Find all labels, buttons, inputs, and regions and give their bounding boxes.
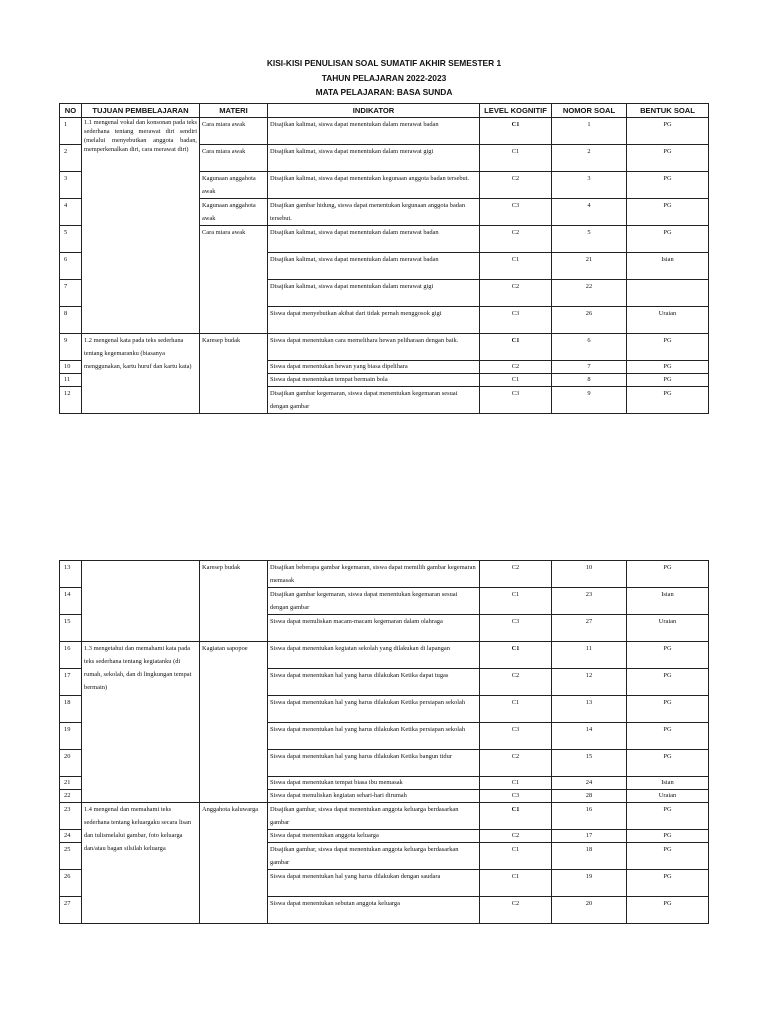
row-number: 1 (60, 118, 82, 145)
nomor-soal-cell: 12 (552, 669, 627, 696)
bentuk-soal-cell: Uraian (627, 615, 709, 642)
indikator-cell: Siswa dapat menentukan hal yang harus dilakukan Ketika persiapan sekolah (268, 723, 480, 750)
indikator-cell: Siswa dapat menentukan tempat biasa ibu memasak (268, 777, 480, 790)
level-kognitif-cell: C1 (480, 118, 552, 145)
row-number: 16 (60, 642, 82, 669)
nomor-soal-cell: 26 (552, 307, 627, 334)
level-kognitif-cell: C3 (480, 199, 552, 226)
bentuk-soal-cell: PG (627, 145, 709, 172)
bentuk-soal-cell: PG (627, 723, 709, 750)
table-header-row (60, 104, 709, 118)
row-number: 18 (60, 696, 82, 723)
level-kognitif-cell: C2 (480, 172, 552, 199)
bentuk-soal-cell: PG (627, 118, 709, 145)
indikator-cell: Siswa dapat menentukan sebutan anggota keluarga (268, 897, 480, 924)
bentuk-soal-cell: PG (627, 696, 709, 723)
level-kognitif-cell: C2 (480, 750, 552, 777)
row-number: 7 (60, 280, 82, 307)
indikator-cell: Disajikan kalimat, siswa dapat menentukan kegunaan anggota badan tersebut. (268, 172, 480, 199)
nomor-soal-cell: 19 (552, 870, 627, 897)
document-title: KISI-KISI PENULISAN SOAL SUMATIF AKHIR SEMESTER 1 (266, 58, 502, 68)
col-header-kognitif: LEVEL KOGNITIF (480, 104, 552, 118)
bentuk-soal-cell: Isian (627, 253, 709, 280)
tujuan-pembelajaran-cell: 1.4 mengenal dan memahami teks sederhana tentang keluargaku secara lisan dan tulismelalui gambar, foto keluarga dan/atau bagan silsilah keluarga (82, 803, 200, 924)
row-number: 17 (60, 669, 82, 696)
nomor-soal-cell: 23 (552, 588, 627, 615)
row-number: 2 (60, 145, 82, 172)
nomor-soal-cell: 4 (552, 199, 627, 226)
level-kognitif-cell: C2 (480, 897, 552, 924)
level-kognitif-cell: C3 (480, 387, 552, 414)
col-header-nomor: NOMOR SOAL (552, 104, 627, 118)
indikator-cell: Siswa dapat menentukan hal yang harus dilakukan Ketika bangun tidur (268, 750, 480, 777)
tujuan-pembelajaran-cell: 1.2 mengenal kata pada teks sederhana tentang kegemaranku (biasanya menggunakan, kartu huruf dan kartu kata) (82, 334, 200, 414)
nomor-soal-cell: 28 (552, 790, 627, 803)
indikator-cell: Siswa dapat menentukan anggota keluarga (268, 830, 480, 843)
row-number: 10 (60, 361, 82, 374)
kisi-kisi-table-page-2 (59, 560, 709, 924)
nomor-soal-cell: 5 (552, 226, 627, 253)
nomor-soal-cell: 11 (552, 642, 627, 669)
level-kognitif-cell: C1 (480, 588, 552, 615)
level-kognitif-cell: C1 (480, 777, 552, 790)
row-number: 23 (60, 803, 82, 830)
row-number: 20 (60, 750, 82, 777)
materi-cell: Karesep budak (200, 334, 268, 414)
table-row (60, 642, 709, 669)
indikator-cell: Siswa dapat menuliskan macam-macam kegemaran dalam olahraga (268, 615, 480, 642)
indikator-cell: Disajikan kalimat, siswa dapat menentukan dalam merawat gigi (268, 145, 480, 172)
indikator-cell: Siswa dapat menentukan kegiatan sekolah yang dilakukan di lapangan (268, 642, 480, 669)
bentuk-soal-cell: PG (627, 374, 709, 387)
indikator-cell: Disajikan kalimat, siswa dapat menentukan dalam merawat gigi (268, 280, 480, 307)
row-number: 6 (60, 253, 82, 280)
indikator-cell: Disajikan kalimat, siswa dapat menentukan dalam merawat badan (268, 118, 480, 145)
col-header-bentuk: BENTUK SOAL (627, 104, 709, 118)
nomor-soal-cell: 22 (552, 280, 627, 307)
col-header-no: NO (60, 104, 82, 118)
nomor-soal-cell: 27 (552, 615, 627, 642)
level-kognitif-cell: C1 (480, 803, 552, 830)
tujuan-pembelajaran-cell: 1.1 mengenal vokal dan konsonan pada teks sederhana tentang merawat diri sendiri (melalui menyebutkan anggota badan, memperkenalkan diri, cara merawat diri) (82, 118, 200, 334)
nomor-soal-cell: 15 (552, 750, 627, 777)
row-number: 22 (60, 790, 82, 803)
level-kognitif-cell: C2 (480, 361, 552, 374)
bentuk-soal-cell: PG (627, 803, 709, 830)
bentuk-soal-cell: Isian (627, 777, 709, 790)
level-kognitif-cell: C2 (480, 226, 552, 253)
indikator-cell: Siswa dapat menentukan hewan yang biasa dipelihara (268, 361, 480, 374)
nomor-soal-cell: 3 (552, 172, 627, 199)
bentuk-soal-cell: Uraian (627, 790, 709, 803)
materi-cell: Cara miara awak (200, 118, 268, 145)
level-kognitif-cell: C1 (480, 334, 552, 361)
materi-cell: Cara miara awak (200, 145, 268, 172)
row-number: 5 (60, 226, 82, 253)
level-kognitif-cell: C3 (480, 615, 552, 642)
table-row (60, 334, 709, 361)
level-kognitif-cell: C2 (480, 669, 552, 696)
nomor-soal-cell: 10 (552, 561, 627, 588)
row-number: 25 (60, 843, 82, 870)
indikator-cell: Siswa dapat menyebutkan akibat dari tidak pernah menggosok gigi (268, 307, 480, 334)
indikator-cell: Disajikan gambar, siswa dapat menentukan anggota keluarga berdasarkan gambar (268, 843, 480, 870)
bentuk-soal-cell: PG (627, 750, 709, 777)
nomor-soal-cell: 14 (552, 723, 627, 750)
bentuk-soal-cell: PG (627, 669, 709, 696)
bentuk-soal-cell: PG (627, 361, 709, 374)
bentuk-soal-cell (627, 280, 709, 307)
nomor-soal-cell: 8 (552, 374, 627, 387)
bentuk-soal-cell: PG (627, 642, 709, 669)
nomor-soal-cell: 18 (552, 843, 627, 870)
table-row (60, 561, 709, 588)
bentuk-soal-cell: PG (627, 172, 709, 199)
level-kognitif-cell: C1 (480, 870, 552, 897)
level-kognitif-cell: C1 (480, 843, 552, 870)
bentuk-soal-cell: PG (627, 870, 709, 897)
document-header (0, 56, 768, 100)
bentuk-soal-cell: Uraian (627, 307, 709, 334)
row-number: 12 (60, 387, 82, 414)
nomor-soal-cell: 17 (552, 830, 627, 843)
level-kognitif-cell: C3 (480, 723, 552, 750)
nomor-soal-cell: 7 (552, 361, 627, 374)
tujuan-pembelajaran-cell (82, 561, 200, 642)
subject-name: MATA PELAJARAN: BASA SUNDA (315, 87, 453, 97)
indikator-cell: Disajikan beberapa gambar kegemaran, siswa dapat memilih gambar kegemaran memasak (268, 561, 480, 588)
row-number: 19 (60, 723, 82, 750)
indikator-cell: Siswa dapat menuliskan kegiatan sehari-hari dirumah (268, 790, 480, 803)
materi-cell: Kagiatan sapopoe (200, 642, 268, 803)
level-kognitif-cell: C3 (480, 790, 552, 803)
row-number: 13 (60, 561, 82, 588)
level-kognitif-cell: C2 (480, 561, 552, 588)
indikator-cell: Disajikan kalimat, siswa dapat menentukan dalam merawat badan (268, 226, 480, 253)
indikator-cell: Siswa dapat menentukan hal yang harus dilakukan dengan saudara (268, 870, 480, 897)
nomor-soal-cell: 21 (552, 253, 627, 280)
indikator-cell: Disajikan gambar hidung, siswa dapat menentukan kegunaan anggota badan tersebut. (268, 199, 480, 226)
col-header-indikator: INDIKATOR (268, 104, 480, 118)
indikator-cell: Siswa dapat menentukan cara memelihara hewan peliharaan dengan baik. (268, 334, 480, 361)
nomor-soal-cell: 20 (552, 897, 627, 924)
materi-cell: Cara miara awak (200, 226, 268, 334)
tujuan-pembelajaran-cell: 1.3 mengetahui dan memahami kata pada teks sederhana tentang kegiatanku (di rumah, sekolah, dan di lingkungan tempat bermain) (82, 642, 200, 803)
row-number: 3 (60, 172, 82, 199)
nomor-soal-cell: 24 (552, 777, 627, 790)
bentuk-soal-cell: PG (627, 561, 709, 588)
indikator-cell: Disajikan gambar, siswa dapat menentukan anggota keluarga berdasarkan gambar (268, 803, 480, 830)
bentuk-soal-cell: PG (627, 199, 709, 226)
materi-cell: Kagunaan anggahota awak (200, 172, 268, 199)
nomor-soal-cell: 13 (552, 696, 627, 723)
indikator-cell: Siswa dapat menentukan hal yang harus dilakukan Ketika persiapan sekolah (268, 696, 480, 723)
bentuk-soal-cell: PG (627, 843, 709, 870)
nomor-soal-cell: 16 (552, 803, 627, 830)
materi-cell: Kagunaan anggahota awak (200, 199, 268, 226)
bentuk-soal-cell: PG (627, 334, 709, 361)
table-row (60, 118, 709, 145)
row-number: 21 (60, 777, 82, 790)
row-number: 26 (60, 870, 82, 897)
row-number: 15 (60, 615, 82, 642)
indikator-cell: Disajikan kalimat, siswa dapat menentukan dalam merawat badan (268, 253, 480, 280)
indikator-cell: Siswa dapat menentukan hal yang harus dilakukan Ketika dapat tugas (268, 669, 480, 696)
level-kognitif-cell: C1 (480, 145, 552, 172)
row-number: 8 (60, 307, 82, 334)
bentuk-soal-cell: PG (627, 226, 709, 253)
level-kognitif-cell: C2 (480, 830, 552, 843)
nomor-soal-cell: 6 (552, 334, 627, 361)
bentuk-soal-cell: PG (627, 897, 709, 924)
bentuk-soal-cell: PG (627, 387, 709, 414)
indikator-cell: Disajikan gambar kegemaran, siswa dapat menentukan kegemaran sesuai dengan gambar (268, 387, 480, 414)
level-kognitif-cell: C1 (480, 696, 552, 723)
level-kognitif-cell: C1 (480, 253, 552, 280)
materi-cell: Anggahota kaluwarga (200, 803, 268, 924)
level-kognitif-cell: C2 (480, 280, 552, 307)
bentuk-soal-cell: Isian (627, 588, 709, 615)
nomor-soal-cell: 9 (552, 387, 627, 414)
table-row (60, 803, 709, 830)
row-number: 14 (60, 588, 82, 615)
kisi-kisi-table-page-1 (59, 103, 709, 414)
nomor-soal-cell: 2 (552, 145, 627, 172)
level-kognitif-cell: C1 (480, 374, 552, 387)
level-kognitif-cell: C3 (480, 307, 552, 334)
bentuk-soal-cell: PG (627, 830, 709, 843)
row-number: 9 (60, 334, 82, 361)
materi-cell: Karesep budak (200, 561, 268, 642)
level-kognitif-cell: C1 (480, 642, 552, 669)
row-number: 4 (60, 199, 82, 226)
row-number: 11 (60, 374, 82, 387)
indikator-cell: Disajikan gambar kegemaran, siswa dapat menentukan kegemaran sesuai dengan gambar (268, 588, 480, 615)
col-header-materi: MATERI (200, 104, 268, 118)
row-number: 27 (60, 897, 82, 924)
col-header-tujuan: TUJUAN PEMBELAJARAN (82, 104, 200, 118)
row-number: 24 (60, 830, 82, 843)
nomor-soal-cell: 1 (552, 118, 627, 145)
academic-year: TAHUN PELAJARAN 2022-2023 (321, 72, 447, 83)
indikator-cell: Siswa dapat menentukan tempat bermain bola (268, 374, 480, 387)
